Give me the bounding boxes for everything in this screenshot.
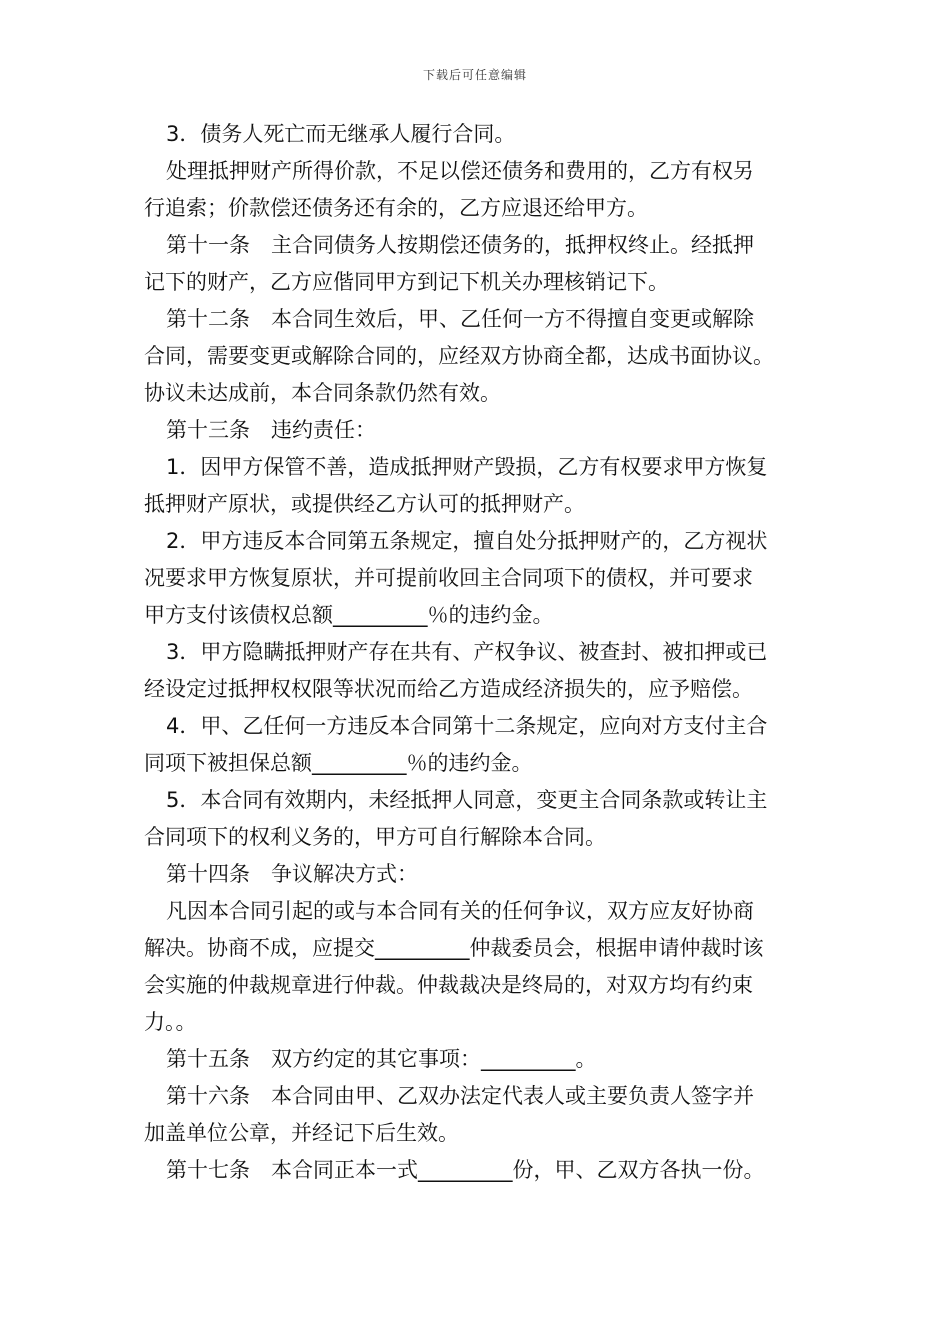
contract-paragraph (144, 116, 824, 153)
paragraph-line: 2．甲方违反本合同第五条规定，擅自处分抵押财产的，乙方视状 (166, 529, 768, 553)
contract-paragraph (144, 782, 824, 856)
contract-paragraph (144, 1078, 824, 1152)
paragraph-line: 第十七条 本合同正本一式_________份，甲、乙双方各执一份。 (166, 1158, 765, 1182)
contract-paragraph (144, 708, 824, 782)
contract-paragraph (144, 856, 824, 893)
document-body (144, 116, 824, 1189)
paragraph-line: 5．本合同有效期内，未经抵押人同意，变更主合同条款或转让主 (166, 788, 768, 812)
contract-paragraph (144, 1041, 824, 1078)
paragraph-line: 经设定过抵押权权限等状况而给乙方造成经济损失的，应予赔偿。 (144, 677, 753, 701)
paragraph-line: 1．因甲方保管不善，造成抵押财产毁损，乙方有权要求甲方恢复 (166, 455, 768, 479)
paragraph-line: 力。。 (144, 1010, 197, 1034)
paragraph-line: 解决。协商不成，应提交_________仲裁委员会，根据申请仲裁时该 (144, 936, 764, 960)
paragraph-line: 第十二条 本合同生效后，甲、乙任何一方不得擅自变更或解除 (166, 307, 754, 331)
page-header: 下载后可任意编辑 (422, 68, 527, 82)
paragraph-line: 第十四条 争议解决方式： (166, 862, 418, 886)
contract-paragraph (144, 227, 824, 301)
paragraph-line: 同项下被担保总额_________％的违约金。 (144, 751, 533, 775)
paragraph-line: 4．甲、乙任何一方违反本合同第十二条规定，应向对方支付主合 (166, 714, 768, 738)
contract-paragraph (144, 1152, 824, 1189)
contract-paragraph (144, 153, 824, 227)
paragraph-line: 协议未达成前，本合同条款仍然有效。 (144, 381, 501, 405)
contract-paragraph (144, 893, 824, 1041)
paragraph-line: 第十六条 本合同由甲、乙双办法定代表人或主要负责人签字并 (166, 1084, 754, 1108)
contract-paragraph (144, 301, 824, 412)
paragraph-line: 合同项下的权利义务的，甲方可自行解除本合同。 (144, 825, 606, 849)
contract-paragraph (144, 523, 824, 634)
paragraph-line: 况要求甲方恢复原状，并可提前收回主合同项下的债权，并可要求 (144, 566, 753, 590)
paragraph-line: 行追索；价款偿还债务还有余的，乙方应退还给甲方。 (144, 196, 648, 220)
paragraph-line: 第十三条 违约责任： (166, 418, 376, 442)
paragraph-line: 凡因本合同引起的或与本合同有关的任何争议，双方应友好协商 (166, 899, 754, 923)
paragraph-line: 3．债务人死亡而无继承人履行合同。 (166, 122, 516, 146)
contract-paragraph (144, 449, 824, 523)
paragraph-line: 会实施的仲裁规章进行仲裁。仲裁裁决是终局的，对双方均有约束 (144, 973, 753, 997)
paragraph-line: 加盖单位公章，并经记下后生效。 (144, 1121, 459, 1145)
paragraph-line: 甲方支付该债权总额_________％的违约金。 (144, 603, 554, 627)
paragraph-line: 3．甲方隐瞒抵押财产存在共有、产权争议、被查封、被扣押或已 (166, 640, 768, 664)
paragraph-line: 处理抵押财产所得价款，不足以偿还债务和费用的，乙方有权另 (166, 159, 754, 183)
paragraph-line: 第十五条 双方约定的其它事项：_________。 (166, 1047, 597, 1071)
paragraph-line: 合同，需要变更或解除合同的，应经双方协商全都，达成书面协议。 (144, 344, 774, 368)
contract-paragraph (144, 634, 824, 708)
paragraph-line: 第十一条 主合同债务人按期偿还债务的，抵押权终止。经抵押 (166, 233, 754, 257)
paragraph-line: 抵押财产原状，或提供经乙方认可的抵押财产。 (144, 492, 585, 516)
contract-paragraph (144, 412, 824, 449)
paragraph-line: 记下的财产，乙方应偕同甲方到记下机关办理核销记下。 (144, 270, 669, 294)
